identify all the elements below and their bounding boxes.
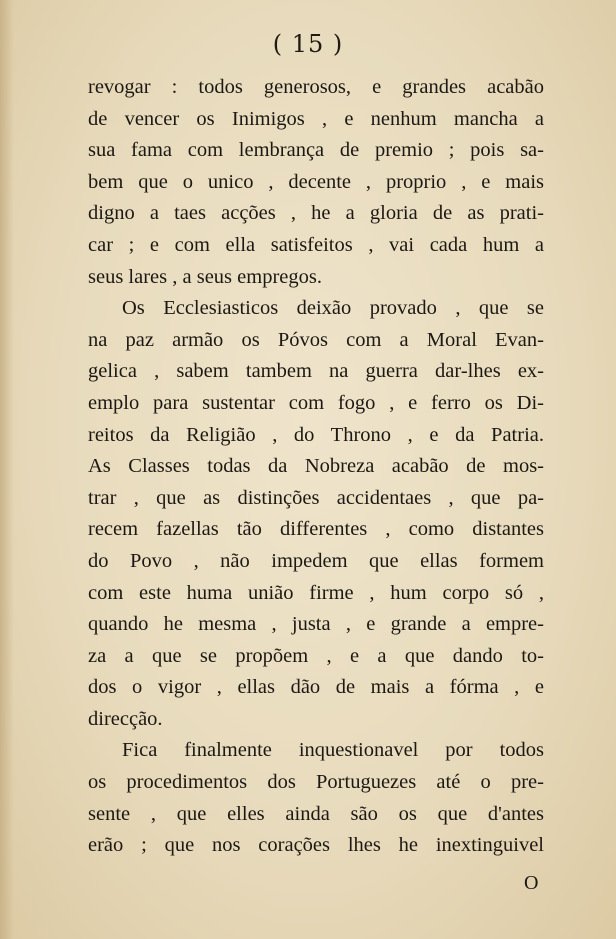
text-line: sente , que elles ainda são os que d'antes bbox=[88, 802, 544, 825]
paragraph-start-line: Os Ecclesiasticos deixão provado , que se bbox=[122, 297, 544, 320]
body-text bbox=[88, 72, 544, 862]
text-line: na paz armão os Póvos com a Moral Evan- bbox=[88, 328, 544, 351]
text-line: bem que o unico , decente , proprio , e mais bbox=[88, 170, 544, 193]
text-line: za a que se propõem , e a que dando to- bbox=[88, 644, 544, 667]
text-line: dos o vigor , ellas dão de mais a fórma , e bbox=[88, 676, 544, 699]
text-line: trar , que as distinções accidentaes , que pa- bbox=[88, 486, 544, 509]
text-line: recem fazellas tão differentes , como distantes bbox=[88, 518, 544, 541]
text-line: direcção. bbox=[88, 707, 163, 730]
text-line: gelica , sabem tambem na guerra dar-lhes ex- bbox=[88, 360, 544, 383]
page-number: ( 15 ) bbox=[272, 30, 344, 58]
text-line: As Classes todas da Nobreza acabão de mos- bbox=[88, 455, 544, 478]
text-line: quando he mesma , justa , e grande a empre- bbox=[88, 613, 544, 636]
text-line: de vencer os Inimigos , e nenhum mancha a bbox=[88, 107, 544, 130]
text-line: erão ; que nos corações lhes he inextinguivel bbox=[88, 834, 544, 857]
catchword: O bbox=[524, 872, 539, 894]
page-edge-shadow bbox=[0, 0, 14, 939]
text-line: sua fama com lembrança de premio ; pois sa- bbox=[88, 139, 544, 162]
text-line: do Povo , não impedem que ellas formem bbox=[88, 549, 544, 572]
text-line: os procedimentos dos Portuguezes até o pre- bbox=[88, 771, 544, 794]
text-line: revogar : todos generosos, e grandes acabão bbox=[88, 76, 544, 98]
text-line: emplo para sustentar com fogo , e ferro os Di- bbox=[88, 391, 544, 414]
text-line: com este huma união firme , hum corpo só , bbox=[88, 581, 544, 604]
paragraph-start-line: Fica finalmente inquestionavel por todos bbox=[122, 739, 544, 762]
text-line: seus lares , a seus empregos. bbox=[88, 265, 322, 288]
text-line: car ; e com ella satisfeitos , vai cada hum a bbox=[88, 233, 544, 256]
text-line: reitos da Religião , do Throno , e da Patria. bbox=[88, 423, 544, 446]
text-line: digno a taes acções , he a gloria de as prati- bbox=[88, 202, 544, 225]
